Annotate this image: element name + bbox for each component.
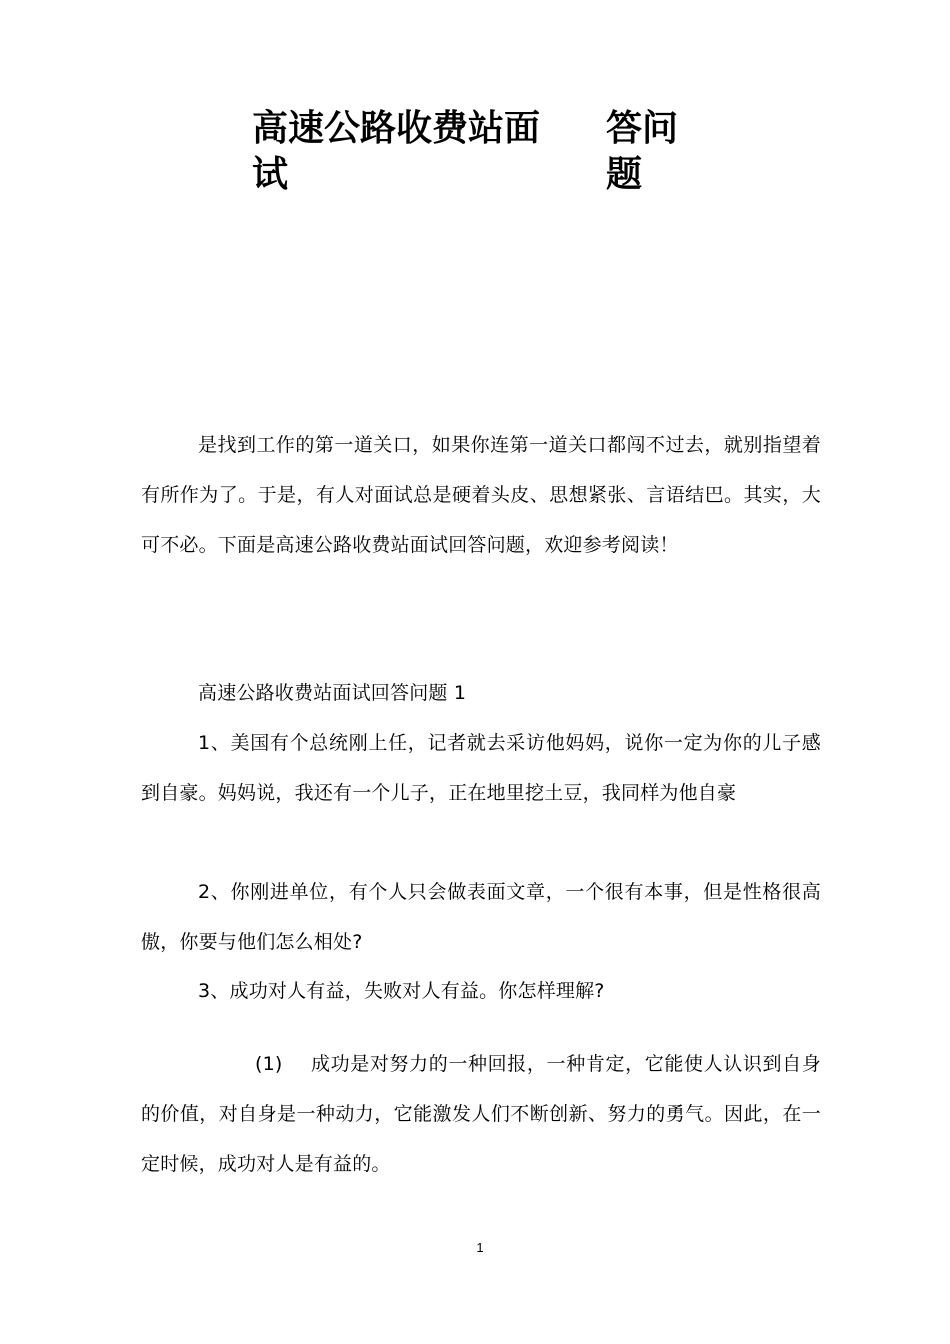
- point-1-block: [141, 1039, 821, 1189]
- title-line2-right: 题: [606, 154, 643, 195]
- title-line1-right: 答问: [606, 108, 679, 149]
- page-number: 1: [476, 1240, 484, 1255]
- question-3: 3、成功对人有益，失败对人有益。你怎样理解?: [198, 980, 605, 1002]
- point-1-text: 成功是对努力的一种回报，一种肯定，它能使人认识到自身的价值，对自身是一种动力，它能激发人们不断创新、努力的勇气。因此，在一定时候，成功对人是有益的。: [141, 1053, 821, 1175]
- question-2-block: [141, 867, 821, 967]
- point-1-label: (1): [255, 1053, 283, 1075]
- title-line2-left: 试: [252, 154, 289, 195]
- question-1: 1、美国有个总统刚上任，记者就去采访他妈妈，说你一定为你的儿子感到自豪。妈妈说，我还有一个儿子，正在地里挖土豆，我同样为他自豪: [141, 732, 821, 804]
- question-2: 2、你刚进单位，有个人只会做表面文章，一个很有本事，但是性格很高傲，你要与他们怎么相处?: [141, 881, 821, 953]
- intro-paragraph: 是找到工作的第一道关口，如果你连第一道关口都闯不过去，就别指望着有所作为了。于是，有人对面试总是硬着头皮、思想紧张、言语结巴。其实，大可不必。下面是高速公路收费站面试回答问题，欢迎参考阅读！: [141, 434, 821, 556]
- document-title: [252, 108, 712, 198]
- question-1-block: [141, 718, 821, 818]
- intro-paragraph-block: [141, 420, 821, 570]
- question-3-block: [141, 966, 821, 1016]
- title-line1-left: 高速公路收费站面: [252, 108, 541, 149]
- point-1-paragraph: [141, 1039, 821, 1189]
- section-title: 高速公路收费站面试回答问题 1: [198, 682, 467, 704]
- section-title-block: [141, 668, 821, 718]
